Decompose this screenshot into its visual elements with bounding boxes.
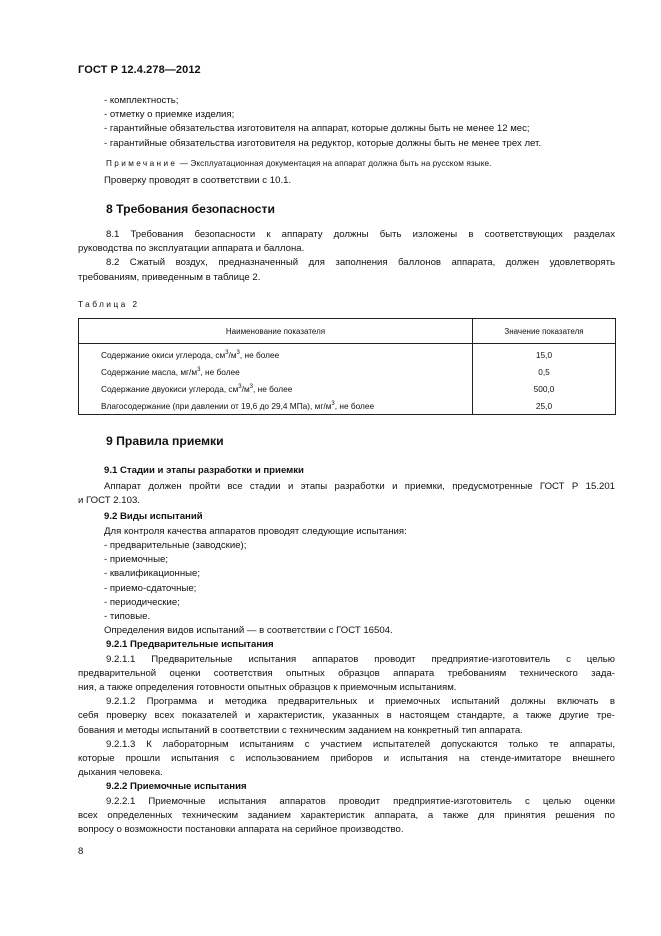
- list-item: - квалификационные;: [104, 568, 201, 580]
- note-text: — Эксплуатационная документация на аппарат должна быть на русском языке.: [179, 159, 492, 168]
- list-item: - приемо-сдаточные;: [104, 582, 197, 594]
- paragraph-9-2-1-3-line: 9.2.1.3 К лабораторным испытаниям с участием испытателей допускаются только те аппараты,: [106, 738, 615, 750]
- subsection-9-2-title: 9.2 Виды испытаний: [104, 510, 203, 522]
- list-item: - гарантийные обязательства изготовителя на редуктор, которые должны быть не менее трех лет.: [104, 137, 542, 149]
- paragraph-9-2-definitions: Определения видов испытаний — в соответствии с ГОСТ 16504.: [104, 625, 393, 637]
- check-text: Проверку проводят в соответствии с 10.1.: [104, 175, 292, 186]
- table-row: [79, 380, 616, 397]
- paragraph-9-2-1-1-line: ния, а также определения готовности опытных образцов к приемочным испытаниям.: [78, 682, 457, 694]
- paragraph-9-2-2-1-line: всех определенных техническим заданием характеристик аппарата, а также для принятия решения по: [78, 809, 615, 821]
- paragraph-9-2-1-3-line: дыхания человека.: [78, 767, 163, 779]
- note-label: Примечание: [106, 159, 178, 168]
- row-value: 0,5: [473, 363, 616, 380]
- section-8-title: 8 Требования безопасности: [106, 202, 275, 216]
- paragraph-9-1-line: и ГОСТ 2.103.: [78, 495, 140, 507]
- check-paragraph: [78, 174, 615, 188]
- paragraph-9-2-1-3-line: которые прошли испытания с использованием приборов и испытания на стенде-имитаторе внешнего: [78, 753, 615, 765]
- table-header-row: [79, 319, 616, 344]
- paragraph-9-2-1-2-line: себя проверку всех показателей и характеристик, указанных в настоящем стандарте, а также другие тре-: [78, 710, 615, 722]
- list-item: - комплектность;: [104, 95, 179, 106]
- table-row: [79, 363, 616, 380]
- paragraph-9-2-2-1-line: 9.2.2.1 Приемочные испытания аппаратов проводит предприятие-изготовитель с целью оценки: [106, 795, 615, 807]
- paragraph-8-1-line: 8.1 Требования безопасности к аппарату должны быть изложены в соответствующих разделах: [106, 229, 615, 240]
- subsection-9-2-1-title: 9.2.1 Предварительные испытания: [106, 639, 274, 651]
- row-name: Влагосодержание (при давлении от 19,6 до 29,4 МПа), $мг/м^3$, не более: [79, 397, 473, 415]
- paragraph-9-2-2-1-line: вопросу о возможности постановки аппарата на серийное производство.: [78, 824, 404, 836]
- table-row: [79, 397, 616, 415]
- list-item: - гарантийные обязательства изготовителя на аппарат, которые должны быть не менее 12 мес;: [104, 123, 530, 135]
- paragraph-9-2-1-2-line: 9.2.1.2 Программа и методика предварительных и приемочных испытаний должны включать в: [106, 696, 615, 708]
- section-9-body: [78, 464, 615, 837]
- page-number: 8: [78, 846, 84, 857]
- paragraph-9-1-line: Аппарат должен пройти все стадии и этапы разработки и приемки, предусмотренные ГОСТ Р 15.201: [104, 481, 615, 493]
- paragraph-8-1-line: руководства по эксплуатации аппарата и баллона.: [78, 243, 305, 255]
- paragraph-9-2-1-1-line: 9.2.1.1 Предварительные испытания аппаратов проводит предприятие-изготовитель с целью: [106, 653, 615, 665]
- row-value: 500,0: [473, 380, 616, 397]
- table-row: [79, 344, 616, 364]
- list-item: - приемочные;: [104, 554, 168, 566]
- air-quality-table: [78, 318, 616, 415]
- doc-number-header: ГОСТ Р 12.4.278—2012: [78, 64, 201, 76]
- subsection-9-1-title: 9.1 Стадии и этапы разработки и приемки: [104, 465, 304, 476]
- intro-list: [78, 94, 615, 151]
- paragraph-8-2-line: 8.2 Сжатый воздух, предназначенный для заполнения баллонов аппарата, должен удовлетворять: [106, 257, 615, 269]
- subsection-9-2-2-title: 9.2.2 Приемочные испытания: [106, 781, 247, 793]
- paragraph-9-2-1-2-line: бования и методы испытаний в соответствии с техническим заданием на конкретный тип аппарата.: [78, 724, 523, 736]
- list-item: - предварительные (заводские);: [104, 540, 247, 552]
- row-value: 15,0: [473, 344, 616, 364]
- list-item: - отметку о приемке изделия;: [104, 109, 235, 121]
- row-name: Содержание окиси углерода, $см^3/м^3$, не более: [79, 344, 473, 364]
- note: [106, 157, 626, 171]
- list-item: - типовые.: [104, 611, 151, 623]
- column-header-value: Значение показателя: [473, 319, 616, 344]
- section-9-title: 9 Правила приемки: [106, 434, 224, 448]
- section-8-body: [78, 228, 615, 285]
- table-caption: Таблица 2: [78, 299, 140, 309]
- row-value: 25,0: [473, 397, 616, 415]
- paragraph-9-2-1-1-line: предварительной оценки соответствия опытных образцов аппарата требованиям технического зада-: [78, 667, 615, 679]
- row-name: Содержание масла, $мг/м^3$, не более: [79, 363, 473, 380]
- row-name: Содержание двуокиси углерода, $см^3/м^3$, не более: [79, 380, 473, 397]
- column-header-name: Наименование показателя: [79, 319, 473, 344]
- paragraph-8-2-line: требованиям, приведенным в таблице 2.: [78, 271, 261, 283]
- paragraph-9-2-intro: Для контроля качества аппаратов проводят следующие испытания:: [104, 525, 407, 537]
- list-item: - периодические;: [104, 596, 180, 608]
